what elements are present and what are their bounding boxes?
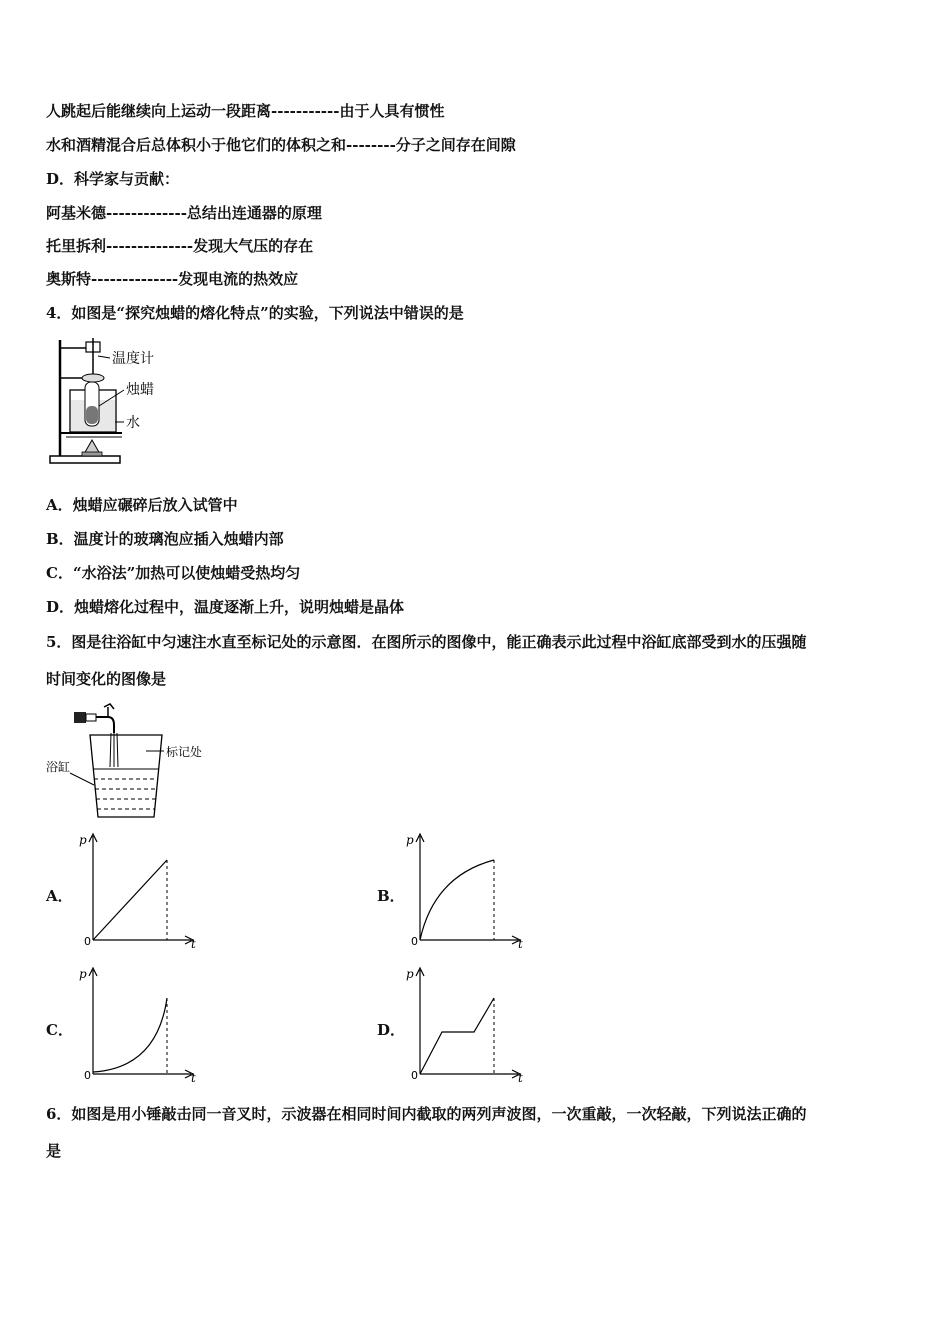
graph-c-curve	[93, 998, 167, 1072]
graph-c-y-label: p	[79, 967, 87, 981]
question-5-option-a-label: A．	[46, 887, 73, 905]
wax-melting-apparatus-figure	[46, 336, 176, 471]
statement-torricelli: 托里拆利--------------发现大气压的存在	[46, 237, 314, 255]
bathtub-label: 浴缸	[46, 760, 71, 774]
question-5-stem-line-2: 时间变化的图像是	[46, 670, 167, 688]
statement-molecule-gap: 水和酒精混合后总体积小于他它们的体积之和--------分子之间存在间隙	[46, 136, 516, 154]
graph-a-origin: 0	[84, 935, 91, 948]
question-4-option-c: C．“水浴法”加热可以使烛蜡受热均匀	[46, 564, 301, 582]
question-4-stem: 4．如图是“探究烛蜡的熔化特点”的实验，下列说法中错误的是	[46, 304, 464, 322]
graph-d-x-label: t	[518, 1071, 523, 1084]
graph-b-decelerating	[402, 830, 532, 950]
question-4-option-d: D．烛蜡熔化过程中，温度逐渐上升，说明烛蜡是晶体	[46, 598, 405, 616]
water-label: 水	[126, 415, 140, 431]
question-5-option-c-label: C．	[46, 1021, 73, 1039]
thermometer-label: 温度计	[112, 351, 154, 367]
graph-d-curve	[420, 998, 494, 1074]
bathtub-figure	[44, 703, 214, 823]
statement-inertia: 人跳起后能继续向上运动一段距离-----------由于人具有惯性	[46, 102, 445, 120]
graph-d-origin: 0	[411, 1069, 418, 1082]
statement-archimedes: 阿基米德-------------总结出连通器的原理	[46, 204, 322, 222]
graph-b-x-label: t	[518, 937, 523, 950]
question-4-option-a: A．烛蜡应碾碎后放入试管中	[46, 496, 238, 514]
graph-a-linear	[75, 830, 205, 950]
question-6-stem-line-1: 6．如图是用小锤敲击同一音叉时，示波器在相同时间内截取的两列声波图，一次重敲，一次轻敲，下列说法正确的	[46, 1105, 807, 1123]
graph-c-x-label: t	[191, 1071, 196, 1084]
question-5-option-d-label: D．	[377, 1021, 406, 1039]
question-5-stem-line-1: 5．图是往浴缸中匀速注水直至标记处的示意图．在图所示的图像中，能正确表示此过程中浴缸底部受到水的压强随	[46, 633, 807, 651]
option-d-heading: D．科学家与贡献：	[46, 170, 180, 188]
graph-c-accelerating	[75, 964, 205, 1084]
graph-a-curve	[93, 860, 167, 940]
mark-label: 标记处	[166, 745, 203, 759]
question-6-stem-line-2: 是	[46, 1142, 62, 1160]
graph-c-origin: 0	[84, 1069, 91, 1082]
wax-label: 烛蜡	[126, 382, 154, 398]
question-4-option-b: B．温度计的玻璃泡应插入烛蜡内部	[46, 530, 284, 548]
graph-b-curve	[420, 860, 494, 940]
statement-oersted: 奥斯特--------------发现电流的热效应	[46, 270, 299, 288]
graph-a-y-label: p	[79, 833, 87, 847]
graph-d-y-label: p	[406, 967, 414, 981]
question-5-option-b-label: B．	[377, 887, 405, 905]
graph-a-x-label: t	[191, 937, 196, 950]
graph-b-origin: 0	[411, 935, 418, 948]
graph-d-plateau	[402, 964, 532, 1084]
graph-b-y-label: p	[406, 833, 414, 847]
